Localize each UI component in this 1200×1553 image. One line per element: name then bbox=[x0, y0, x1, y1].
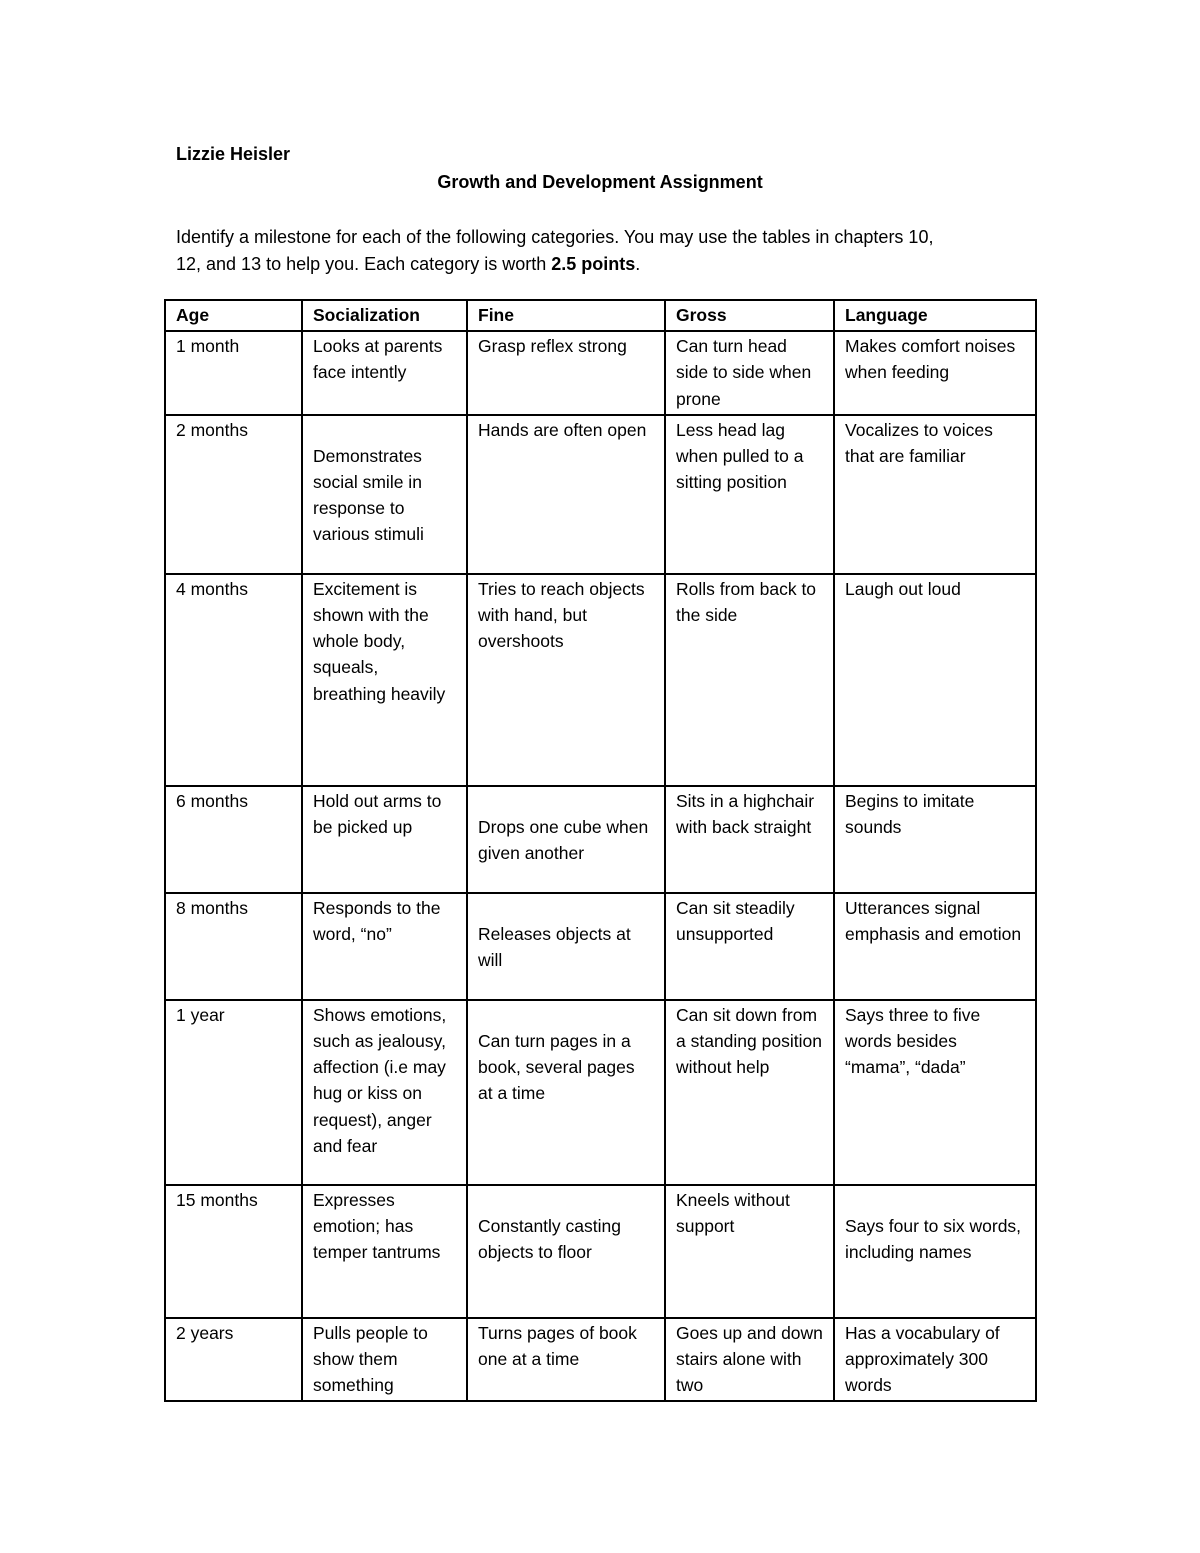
cell-socialization: Hold out arms to be picked up bbox=[302, 786, 467, 893]
table-row bbox=[165, 415, 1036, 574]
cell-age: 8 months bbox=[165, 893, 302, 1000]
cell-gross: Kneels without support bbox=[665, 1185, 834, 1318]
author-name: Lizzie Heisler bbox=[176, 144, 291, 164]
cell-socialization bbox=[302, 415, 467, 574]
table-row bbox=[165, 1185, 1036, 1318]
cell-fine bbox=[467, 893, 665, 1000]
cell-socialization: Responds to the word, “no” bbox=[302, 893, 467, 1000]
cell-gross: Can sit down from a standing position without help bbox=[665, 1000, 834, 1185]
cell-language bbox=[834, 1185, 1036, 1318]
cell-fine-text: Drops one cube when given another bbox=[478, 816, 649, 864]
instructions-line2-suffix: . bbox=[635, 254, 641, 274]
cell-socialization: Excitement is shown with the whole body, squeals, breathing heavily bbox=[302, 574, 467, 786]
header-age: Age bbox=[165, 300, 302, 331]
cell-language: Begins to imitate sounds bbox=[834, 786, 1036, 893]
cell-fine bbox=[467, 1185, 665, 1318]
cell-gross: Less head lag when pulled to a sitting position bbox=[665, 415, 834, 574]
header-fine: Fine bbox=[467, 300, 665, 331]
cell-language: Says three to five words besides “mama”, “dada” bbox=[834, 1000, 1036, 1185]
cell-gross: Goes up and down stairs alone with two bbox=[665, 1318, 834, 1402]
cell-age: 1 month bbox=[165, 331, 302, 415]
table-row bbox=[165, 1000, 1036, 1185]
cell-gross: Can sit steadily unsupported bbox=[665, 893, 834, 1000]
cell-age: 1 year bbox=[165, 1000, 302, 1185]
cell-gross: Can turn head side to side when prone bbox=[665, 331, 834, 415]
cell-gross: Rolls from back to the side bbox=[665, 574, 834, 786]
cell-fine: Hands are often open bbox=[467, 415, 665, 574]
cell-language: Utterances signal emphasis and emotion bbox=[834, 893, 1036, 1000]
table-row bbox=[165, 786, 1036, 893]
cell-fine bbox=[467, 1000, 665, 1185]
cell-age: 2 years bbox=[165, 1318, 302, 1402]
table-row bbox=[165, 1318, 1036, 1402]
cell-fine: Tries to reach objects with hand, but overshoots bbox=[467, 574, 665, 786]
cell-fine: Grasp reflex strong bbox=[467, 331, 665, 415]
cell-language: Laugh out loud bbox=[834, 574, 1036, 786]
cell-gross: Sits in a highchair with back straight bbox=[665, 786, 834, 893]
cell-age: 6 months bbox=[165, 786, 302, 893]
cell-language: Makes comfort noises when feeding bbox=[834, 331, 1036, 415]
cell-language: Vocalizes to voices that are familiar bbox=[834, 415, 1036, 574]
instructions-line1: Identify a milestone for each of the following categories. You may use the tables in chapters 10, bbox=[176, 227, 934, 247]
cell-socialization: Expresses emotion; has temper tantrums bbox=[302, 1185, 467, 1318]
cell-socialization: Shows emotions, such as jealousy, affection (i.e may hug or kiss on request), anger and fear bbox=[302, 1000, 467, 1185]
table-row bbox=[165, 331, 1036, 415]
cell-socialization: Looks at parents face intently bbox=[302, 331, 467, 415]
page-title: Growth and Development Assignment bbox=[437, 172, 763, 192]
cell-socialization-text: Demonstrates social smile in response to various stimuli bbox=[313, 445, 424, 545]
table-row bbox=[165, 893, 1036, 1000]
cell-age: 15 months bbox=[165, 1185, 302, 1318]
instructions bbox=[176, 224, 1026, 278]
cell-fine-text: Constantly casting objects to floor bbox=[478, 1215, 621, 1263]
header-socialization: Socialization bbox=[302, 300, 467, 331]
table-header-row bbox=[165, 300, 1036, 331]
header-language: Language bbox=[834, 300, 1036, 331]
milestone-table bbox=[164, 299, 1037, 1402]
table-row bbox=[165, 574, 1036, 786]
cell-fine-text: Can turn pages in a book, several pages at a time bbox=[478, 1030, 635, 1104]
instructions-line2-prefix: 12, and 13 to help you. Each category is worth bbox=[176, 254, 552, 274]
cell-fine: Turns pages of book one at a time bbox=[467, 1318, 665, 1402]
cell-language: Has a vocabulary of approximately 300 words bbox=[834, 1318, 1036, 1402]
cell-socialization: Pulls people to show them something bbox=[302, 1318, 467, 1402]
cell-age: 2 months bbox=[165, 415, 302, 574]
cell-fine bbox=[467, 786, 665, 893]
cell-age: 4 months bbox=[165, 574, 302, 786]
header-gross: Gross bbox=[665, 300, 834, 331]
instructions-points: 2.5 points bbox=[551, 254, 636, 274]
cell-language-text: Says four to six words, including names bbox=[845, 1215, 1022, 1263]
cell-fine-text: Releases objects at will bbox=[478, 923, 631, 971]
